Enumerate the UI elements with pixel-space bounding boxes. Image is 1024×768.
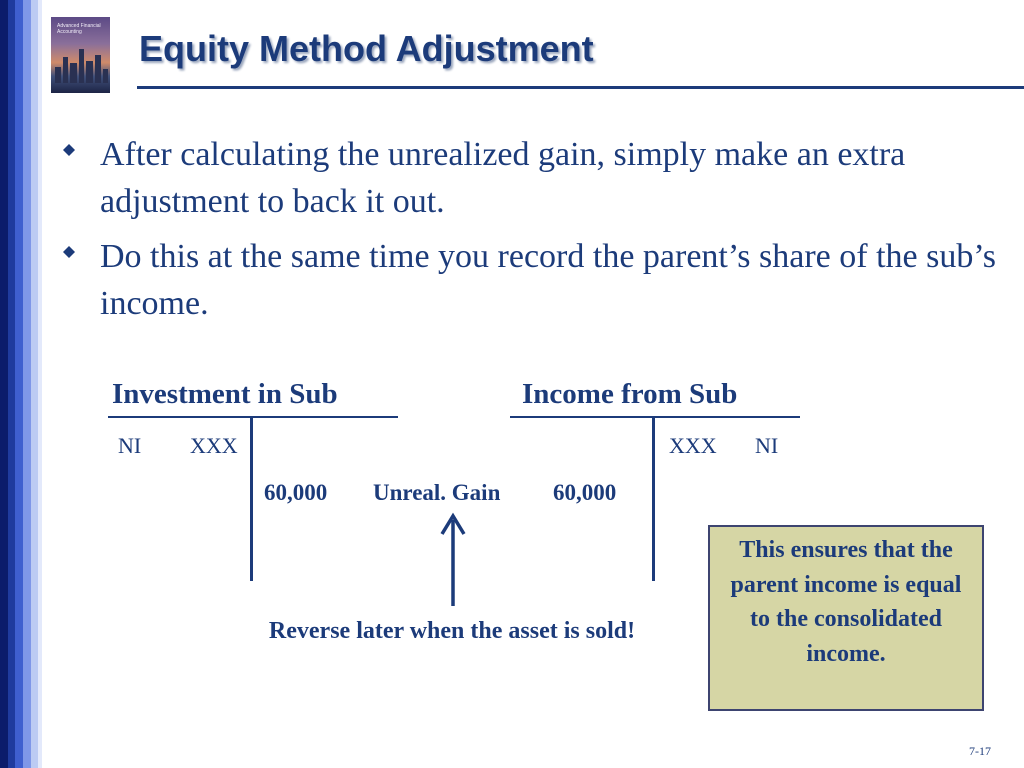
side-stripe-6 — [38, 0, 42, 768]
t-account-left-debit-value: XXX — [190, 433, 238, 458]
t-account-left-credit-value: 60,000 — [264, 480, 328, 505]
diamond-bullet-icon — [63, 246, 75, 258]
diamond-bullet-icon — [63, 144, 75, 156]
thumbnail-title: Advanced Financial Accounting — [57, 23, 101, 35]
t-account-left-center-rule — [250, 418, 253, 581]
title-underline — [137, 86, 1024, 89]
thumbnail-building — [55, 67, 61, 83]
thumbnail-building — [95, 55, 101, 83]
callout-box — [708, 525, 984, 711]
reverse-note: Reverse later when the asset is sold! — [268, 618, 636, 644]
side-stripe-2 — [8, 0, 15, 768]
side-stripe-3 — [15, 0, 23, 768]
bullet-text: Do this at the same time you record the parent’s share of the sub’s income. — [100, 238, 997, 322]
t-account-left-title: Investment in Sub — [112, 378, 338, 410]
page-number: 7-17 — [969, 744, 991, 758]
unrealized-gain-label: Unreal. Gain — [373, 480, 501, 505]
t-account-right-top-rule — [510, 416, 800, 418]
thumbnail-building — [103, 69, 108, 83]
t-account-left-top-rule — [108, 416, 398, 418]
t-account-right-title: Income from Sub — [522, 378, 738, 410]
side-stripe-1 — [0, 0, 8, 768]
t-account-right-credit-value: XXX — [669, 433, 717, 458]
side-stripe-4 — [23, 0, 31, 768]
thumbnail-building — [70, 63, 77, 83]
t-account-right-center-rule — [652, 418, 655, 581]
bullet-text: After calculating the unrealized gain, simply make an extra adjustment to back it out. — [100, 136, 906, 220]
side-stripe-5 — [31, 0, 38, 768]
slide-title: Equity Method Adjustment — [139, 28, 594, 69]
thumbnail-building — [86, 61, 93, 83]
callout-text: This ensures that the parent income is equal to the consolidated income. — [730, 537, 962, 667]
t-account-left-debit-label: NI — [118, 433, 142, 458]
up-arrow-icon — [436, 512, 470, 608]
t-account-right-credit-label: NI — [755, 433, 779, 458]
thumbnail-building — [79, 49, 84, 83]
book-cover-thumbnail — [51, 17, 110, 93]
t-account-right-debit-value: 60,000 — [553, 480, 617, 505]
thumbnail-building — [63, 57, 68, 83]
